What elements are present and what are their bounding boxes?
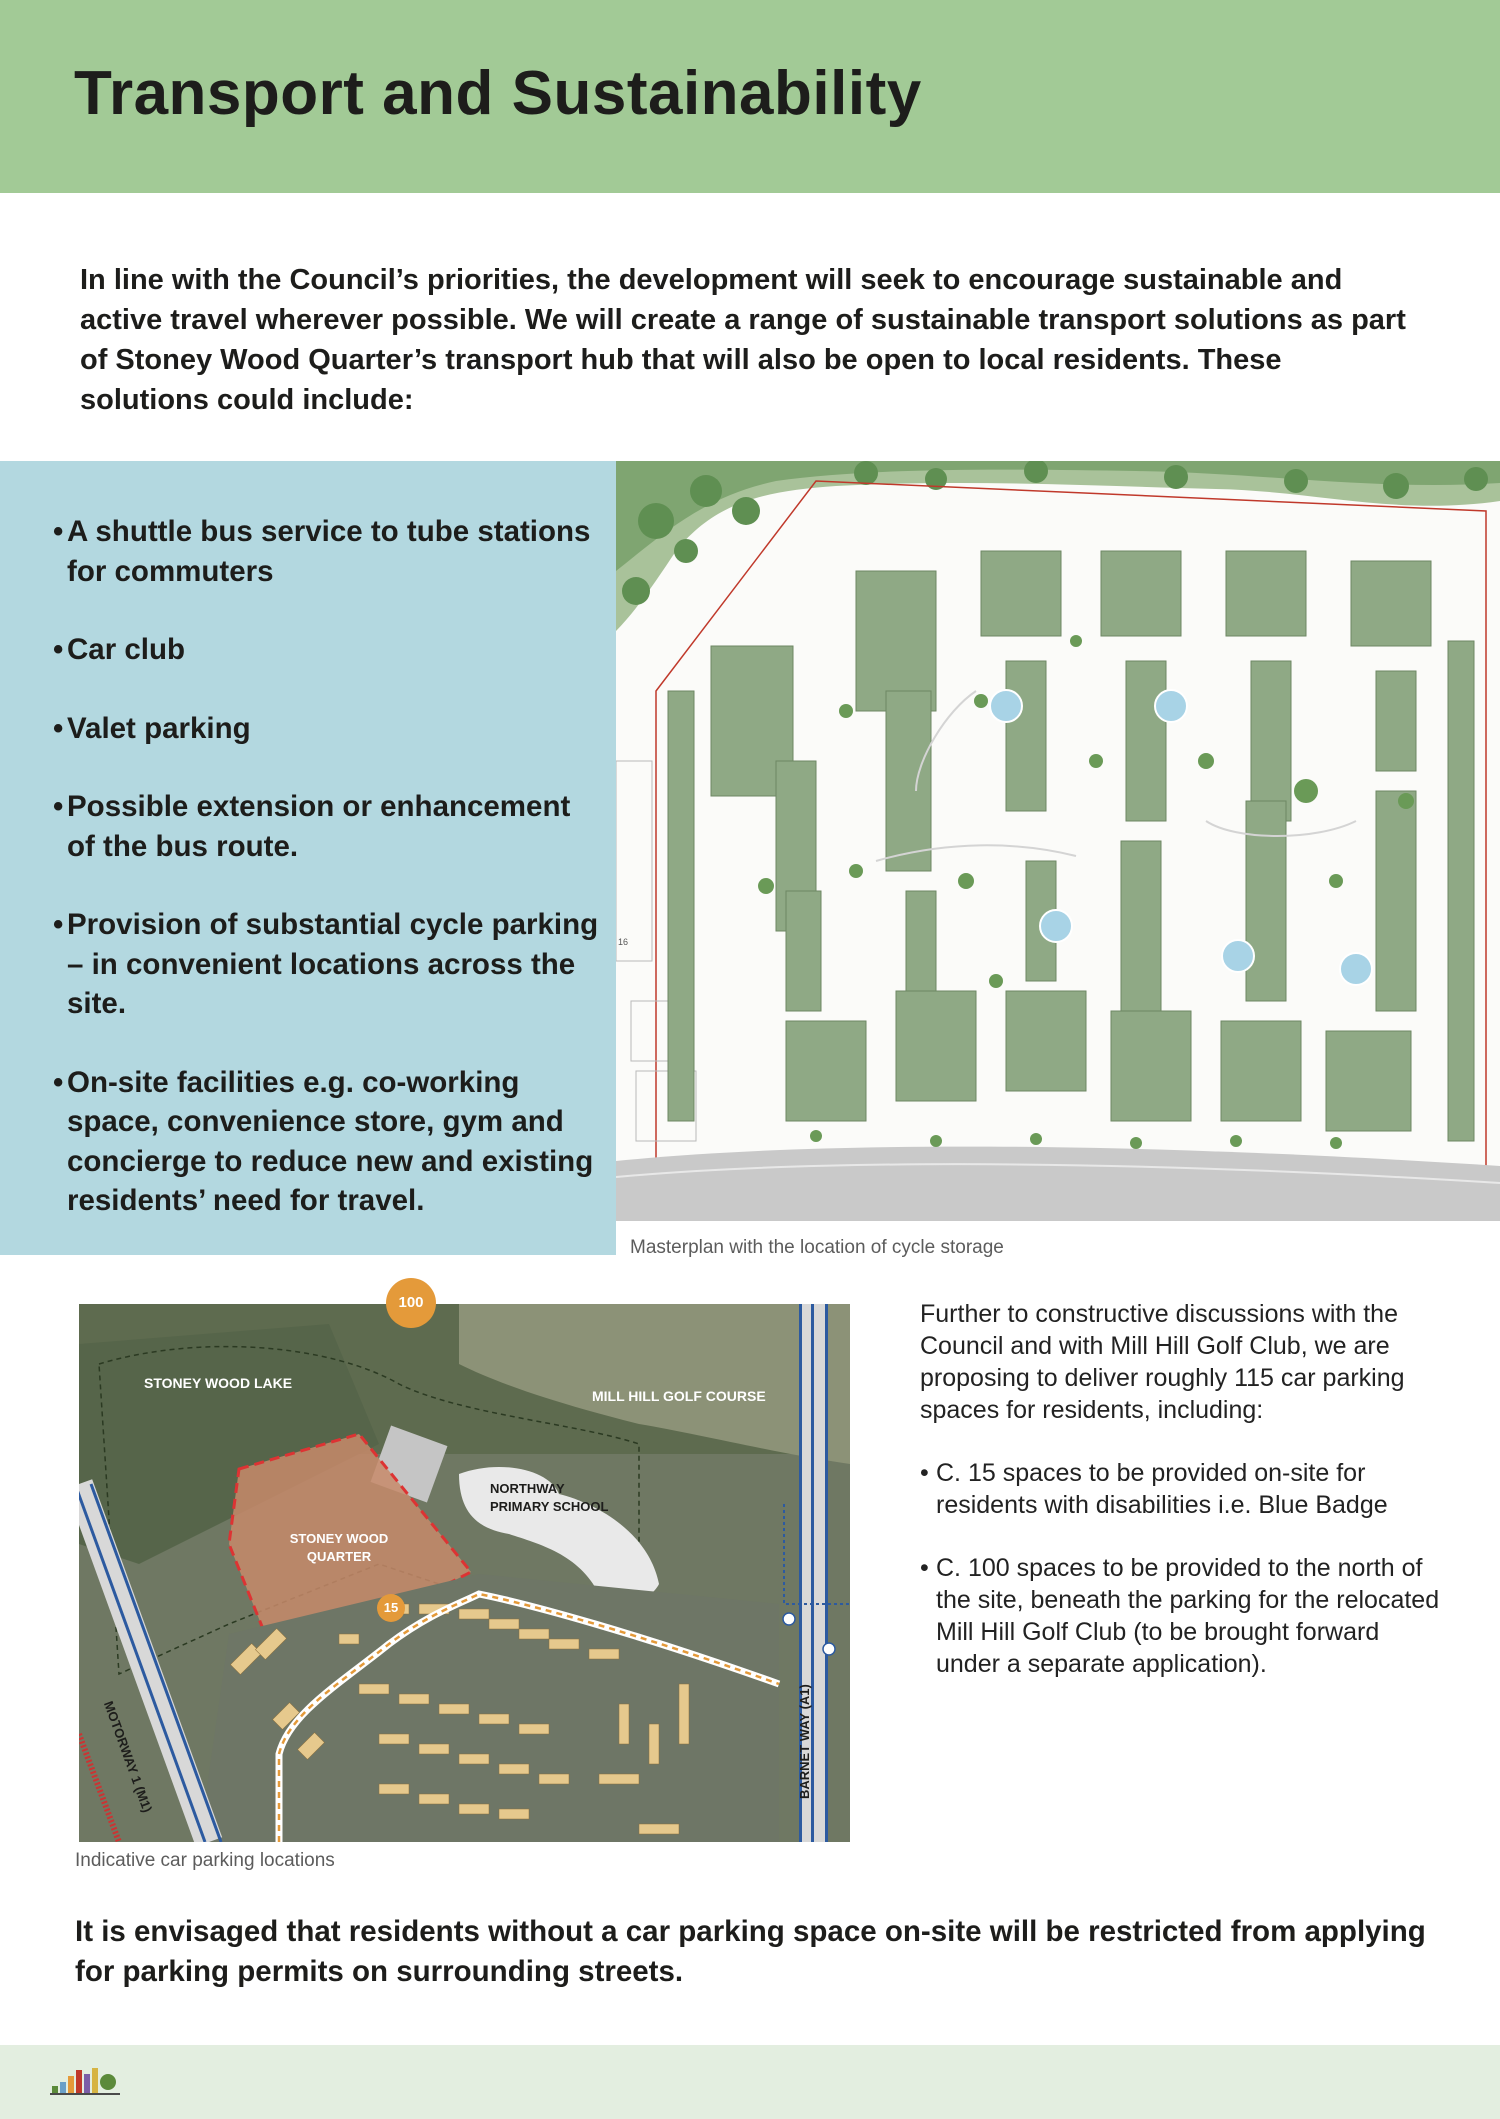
solution-item-valet-parking: • Valet parking: [55, 709, 600, 749]
parking-marker-north: 100: [386, 1278, 436, 1328]
page-footer: [0, 2045, 1500, 2119]
map-label-golf-course: MILL HILL GOLF COURSE: [592, 1388, 766, 1404]
parking-bullet-north-site: • C. 100 spaces to be provided to the north of the site, beneath the parking for the relocated Mill Hill Golf Club (to be brought forward under a separate application).: [920, 1552, 1440, 1680]
map-label-site: [279, 1530, 399, 1566]
map-label-school: [490, 1480, 608, 1516]
map-label-school-line2: PRIMARY SCHOOL: [490, 1499, 609, 1514]
page-header: [0, 0, 1500, 193]
masterplan-image: [616, 461, 1500, 1221]
solution-item-bus-route: • Possible extension or enhancement of the bus route.: [55, 787, 600, 866]
intro-paragraph: In line with the Council’s priorities, the development will seek to encourage sustainable and active travel wherever possible. We will create a range of sustainable transport solutions as part of Stoney Wood Quarter’s transport hub that will also be open to local residents. These solutions could include:: [80, 264, 1406, 416]
brand-logo-icon: [50, 2066, 120, 2096]
map-label-site-line2: QUARTER: [306, 1549, 372, 1564]
map-label-motorway: MOTORWAY 1 (M1): [100, 1699, 156, 1815]
map-label-lake: STONEY WOOD LAKE: [144, 1375, 293, 1391]
masterplan-caption: Masterplan with the location of cycle storage: [630, 1237, 1004, 1258]
page-title: Transport and Sustainability: [74, 59, 922, 128]
aerial-caption: Indicative car parking locations: [75, 1850, 335, 1871]
solution-item-onsite-facilities: • On-site facilities e.g. co-working space, convenience store, gym and concierge to reduce new and existing residents’ need for travel.: [55, 1063, 600, 1221]
masterplan-drawing: [616, 461, 1500, 1221]
aerial-parking-map: [79, 1304, 850, 1842]
map-label-school-line1: NORTHWAY: [490, 1481, 565, 1496]
parking-bullet-blue-badge: • C. 15 spaces to be provided on-site for residents with disabilities i.e. Blue Badge: [920, 1457, 1440, 1521]
parking-marker-site: 15: [377, 1594, 405, 1622]
solution-item-shuttle-bus: • A shuttle bus service to tube stations for commuters: [55, 512, 600, 591]
parking-intro: Further to constructive discussions with the Council and with Mill Hill Golf Club, we are proposing to deliver roughly 115 car parking spaces for residents, including:: [920, 1300, 1405, 1424]
solution-item-car-club: • Car club: [55, 630, 600, 670]
solution-item-cycle-parking: • Provision of substantial cycle parking – in convenient locations across the site.: [55, 905, 600, 1024]
closing-statement: It is envisaged that residents without a car parking space on-site will be restricted from applying for parking permits on surrounding streets.: [75, 1915, 1426, 1988]
parking-bullets: [920, 1457, 1440, 1680]
solutions-list: [55, 512, 600, 1260]
plot-number-label: 16: [618, 937, 629, 947]
solutions-panel: [0, 461, 616, 1255]
map-label-site-line1: STONEY WOOD: [289, 1531, 389, 1546]
map-label-barnet-way: BARNET WAY (A1): [797, 1684, 812, 1799]
parking-description: [920, 1298, 1440, 1711]
